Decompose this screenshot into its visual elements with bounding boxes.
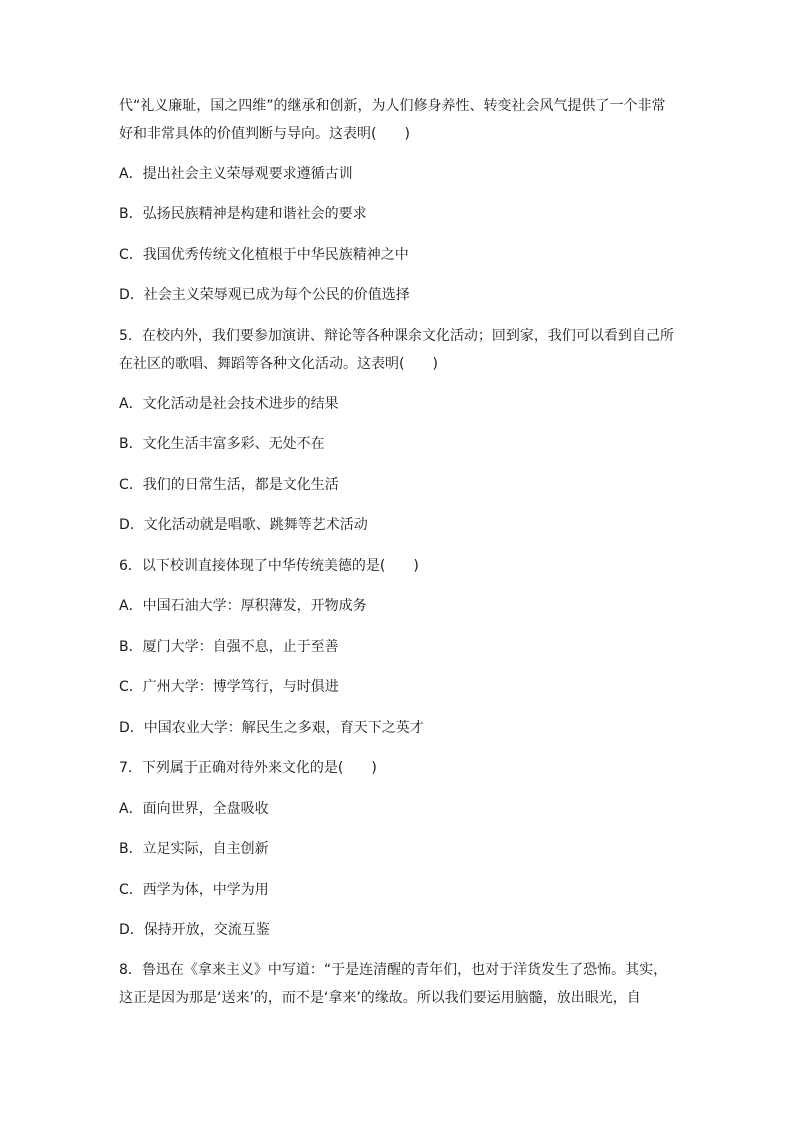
intro-option-b: B．弘扬民族精神是构建和谐社会的要求 xyxy=(119,206,367,222)
question-6-option-d: D．中国农业大学：解民生之多艰，育天下之英才 xyxy=(119,720,424,736)
intro-option-d: D．社会主义荣辱观已成为每个公民的价值选择 xyxy=(119,287,410,303)
question-7-option-d: D．保持开放，交流互鉴 xyxy=(119,922,270,938)
question-5-option-c: C．我们的日常生活，都是文化生活 xyxy=(119,477,339,493)
question-5-option-b: B．文化生活丰富多彩、无处不在 xyxy=(119,436,325,452)
question-6-option-c: C．广州大学：博学笃行，与时俱进 xyxy=(119,679,339,695)
question-5-option-d: D．文化活动就是唱歌、跳舞等艺术活动 xyxy=(119,517,368,533)
intro-option-c: C．我国优秀传统文化植根于中华民族精神之中 xyxy=(119,247,409,263)
question-5-option-a: A．文化活动是社会技术进步的结果 xyxy=(119,396,339,412)
question-8-text: 这正是因为那是‘送来’的，而不是‘拿来’的缘故。所以我们要运用脑髓，放出眼光，自 xyxy=(119,990,641,1006)
question-5-text: 5．在校内外，我们要参加演讲、辩论等各种课余文化活动；回到家，我们可以看到自己所 xyxy=(119,328,674,344)
question-7-option-a: A．面向世界，全盘吸收 xyxy=(119,801,269,817)
question-6-option-a: A．中国石油大学：厚积薄发，开物成务 xyxy=(119,598,367,614)
intro-option-a: A．提出社会主义荣辱观要求遵循古训 xyxy=(119,166,353,182)
question-7-option-b: B．立足实际，自主创新 xyxy=(119,841,269,857)
question-8-text: 8．鲁迅在《拿来主义》中写道：“于是连清醒的青年们，也对于洋货发生了恐怖。其实， xyxy=(119,962,668,978)
intro-text-line: 代“礼义廉耻，国之四维”的继承和创新，为人们修身养性、转变社会风气提供了一个非常 xyxy=(119,98,666,114)
question-7-text: 7．下列属于正确对待外来文化的是( ) xyxy=(119,760,377,776)
question-7-option-c: C．西学为体，中学为用 xyxy=(119,882,269,898)
question-5-text: 在社区的歌唱、舞蹈等各种文化活动。这表明( ) xyxy=(119,356,438,372)
question-6-text: 6．以下校训直接体现了中华传统美德的是( ) xyxy=(119,558,419,574)
intro-text-line: 好和非常具体的价值判断与导向。这表明( ) xyxy=(119,126,410,142)
question-6-option-b: B．厦门大学：自强不息，止于至善 xyxy=(119,639,339,655)
